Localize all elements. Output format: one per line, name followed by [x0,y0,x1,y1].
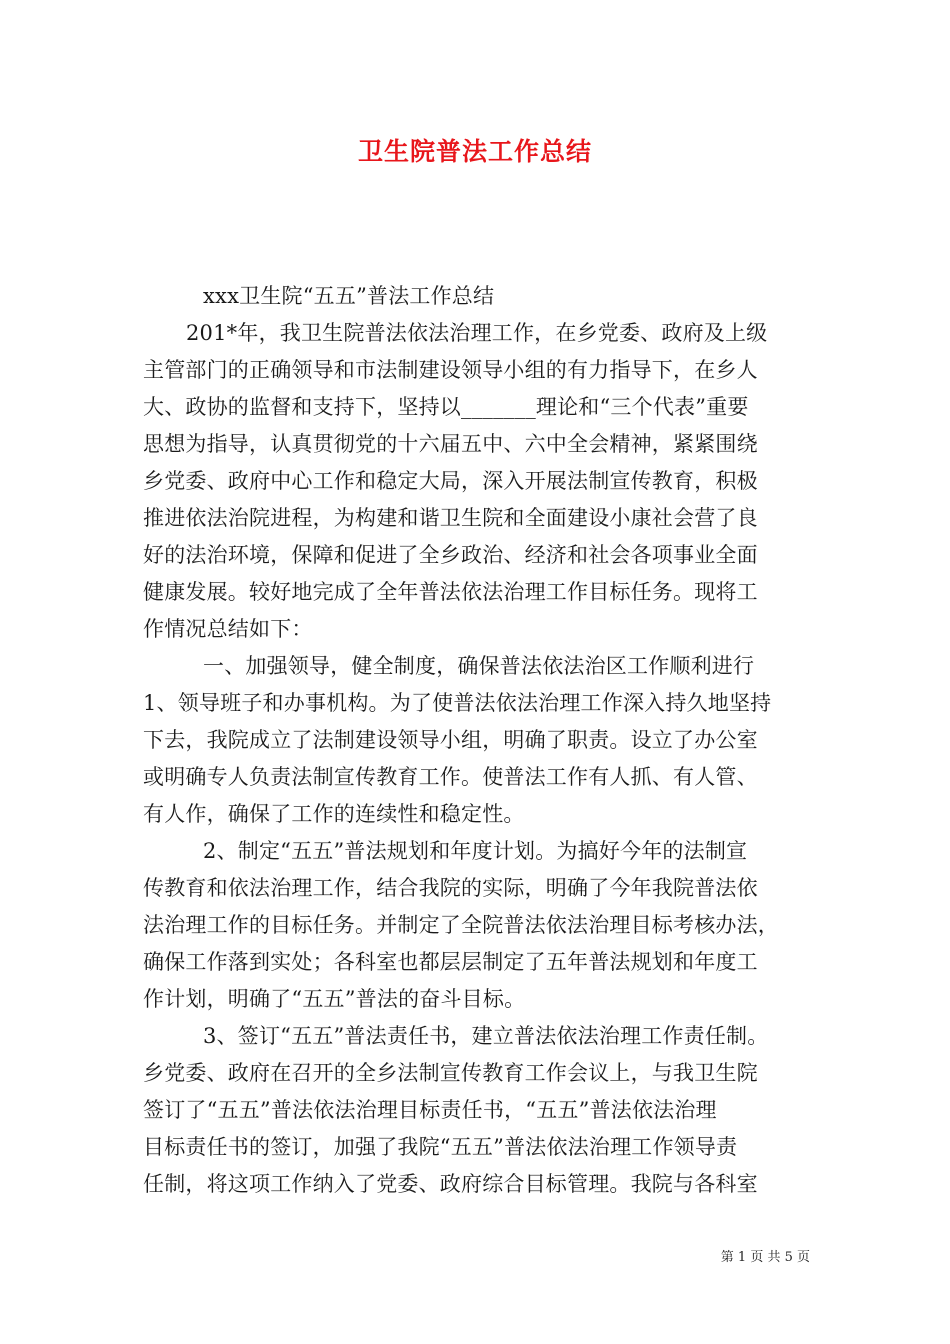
paragraph-line: 健康发展。较好地完成了全年普法依法治理工作目标任务。现将工 [143,580,758,604]
paragraph-line: 推进依法治院进程，为构建和谐卫生院和全面建设小康社会营了良 [143,506,758,530]
paragraph-line: 大、政协的监督和支持下，坚持以_______理论和“三个代表”重要 [143,395,749,419]
paragraph-line: 目标责任书的签订，加强了我院“五五”普法依法治理工作领导责 [143,1135,738,1159]
paragraph-line: 确保工作落到实处；各科室也都层层制定了五年普法规划和年度工 [143,950,758,974]
paragraph-line: 作情况总结如下： [143,617,313,641]
paragraph-line: 乡党委、政府中心工作和稳定大局，深入开展法制宣传教育，积极 [143,469,758,493]
paragraph-line: 法治理工作的目标任务。并制定了全院普法依法治理目标考核办法， [143,913,779,937]
paragraph-line: 乡党委、政府在召开的全乡法制宣传教育工作会议上，与我卫生院 [143,1061,758,1085]
paragraph-line: 3、签订“五五”普法责任书，建立普法依法治理工作责任制。 [203,1024,769,1048]
paragraph-line: 有人作，确保了工作的连续性和稳定性。 [143,802,525,826]
paragraph-line: 或明确专人负责法制宣传教育工作。使普法工作有人抓、有人管、 [143,765,758,789]
paragraph-line: 好的法治环境，保障和促进了全乡政治、经济和社会各项事业全面 [143,543,758,567]
document-title: 卫生院普法工作总结 [357,137,592,166]
paragraph-line: 主管部门的正确领导和市法制建设领导小组的有力指导下，在乡人 [143,358,758,382]
paragraph-line: 2、制定“五五”普法规划和年度计划。为搞好今年的法制宣 [203,839,748,863]
paragraph-line: 201*年，我卫生院普法依法治理工作，在乡党委、政府及上级 [186,321,768,345]
subtitle-line: xxx卫生院“五五”普法工作总结 [203,284,495,308]
document-body [143,278,813,1203]
paragraph-line: 任制，将这项工作纳入了党委、政府综合目标管理。我院与各科室 [143,1172,758,1196]
paragraph-line: 思想为指导，认真贯彻党的十六届五中、六中全会精神，紧紧围绕 [143,432,758,456]
paragraph-line: 传教育和依法治理工作，结合我院的实际，明确了今年我院普法依 [143,876,758,900]
page-number: 第 1 页 共 5 页 [720,1250,810,1265]
paragraph-line: 下去，我院成立了法制建设领导小组，明确了职责。设立了办公室 [143,728,758,752]
paragraph-line: 签订了“五五”普法依法治理目标责任书，“五五”普法依法治理 [143,1098,717,1122]
paragraph-line: 作计划，明确了“五五”普法的奋斗目标。 [143,987,526,1011]
paragraph-line: 1、领导班子和办事机构。为了使普法依法治理工作深入持久地坚持 [143,691,772,715]
section-heading-line: 一、加强领导，健全制度，确保普法依法治区工作顺利进行 [203,654,755,678]
